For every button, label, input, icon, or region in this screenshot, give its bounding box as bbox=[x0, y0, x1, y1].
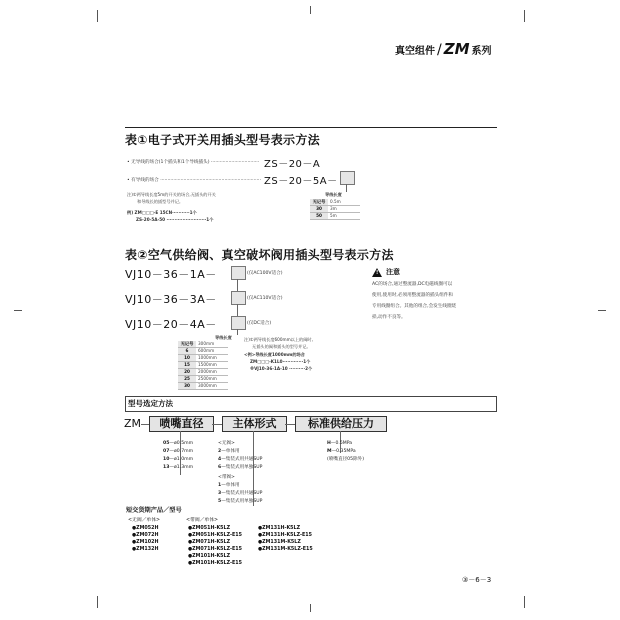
table-row bbox=[178, 369, 228, 376]
table1-example1: 例) ZM□□□-E 15CN···········1个 bbox=[127, 210, 197, 215]
products-col1-header: <无阀／单体> bbox=[128, 518, 161, 523]
lead-length-box bbox=[231, 316, 246, 330]
crop-mark bbox=[14, 310, 22, 311]
table2-row2-note: (仅AC110V适合) bbox=[247, 296, 283, 301]
table-cell: 15 bbox=[178, 362, 196, 369]
title-prefix: 真空组件 bbox=[395, 46, 435, 57]
table-cell: 无记号 bbox=[310, 199, 328, 206]
product-item: ●ZM132H bbox=[132, 547, 159, 552]
table-cell: 2500mm bbox=[196, 376, 228, 383]
table-cell: 10 bbox=[178, 355, 196, 362]
connector-line bbox=[237, 279, 238, 291]
selection-title: 型号选定方法 bbox=[128, 399, 173, 408]
table-cell: 6 bbox=[178, 348, 196, 355]
caution-line: AC的场合,通过整流器,DC电磁线圈可以 bbox=[372, 282, 453, 287]
table-row bbox=[310, 206, 360, 213]
table-cell: 2000mm bbox=[196, 369, 228, 376]
lead-table-2 bbox=[178, 341, 228, 390]
lead-length-box bbox=[231, 266, 246, 280]
body-option: 3—集装式用共通SUP bbox=[218, 491, 263, 496]
page-number: ③－6－3 bbox=[462, 576, 492, 584]
selection-title-frame bbox=[125, 396, 497, 412]
nozzle-option: 07—ø0.7mm bbox=[163, 449, 194, 454]
products-col2-header: <带阀／单体> bbox=[186, 518, 219, 523]
table1-line2-label: • 有导线的场合 ····································································· bbox=[127, 178, 261, 183]
table2-title: 表②空气供给阀、真空破坏阀用插头型号表示方法 bbox=[125, 248, 394, 262]
title-series: ZM bbox=[443, 40, 470, 58]
body-option: 4—集装式用共通SUP bbox=[218, 457, 263, 462]
table-row bbox=[178, 383, 228, 390]
body-option: 1—单体用 bbox=[218, 483, 240, 488]
pressure-note: (喷嘴直径05除外) bbox=[327, 457, 364, 462]
body-type-box: 主体形式 bbox=[222, 416, 287, 432]
lead-table-title: 导线长度 bbox=[325, 192, 342, 197]
table-cell: 3m bbox=[328, 206, 360, 213]
table2-note-line: 注)①两导线长度600mm以上的阀时, bbox=[244, 337, 313, 342]
table-cell: 无记号 bbox=[178, 341, 196, 348]
lead-length-box bbox=[340, 171, 355, 185]
product-item: ●ZM101H-K5LZ bbox=[188, 554, 231, 559]
table2-row3-note: (仅DC适合) bbox=[247, 321, 272, 326]
nozzle-diameter-box: 喷嘴直径 bbox=[149, 416, 214, 432]
table-row bbox=[178, 348, 228, 355]
table-cell: 3000mm bbox=[196, 383, 228, 390]
caution-line: 使用,使用时,必须用整流器的插头组件和 bbox=[372, 293, 454, 298]
table2-note-line: 无插头的阀和插头的型号并记。 bbox=[252, 344, 311, 349]
table2-note-line: <例>导线长度1000mm的场合 bbox=[244, 352, 305, 357]
connector-line bbox=[237, 304, 238, 316]
table-cell: 0.5m bbox=[328, 199, 360, 206]
connector-line bbox=[212, 424, 222, 425]
body-option: 5—集装式用单独SUP bbox=[218, 499, 263, 504]
table2-note-line: ※VJ10-36-1A-10 ··········2个 bbox=[250, 366, 313, 371]
table1-note1: 注)①两导线长度5m的开关的场合,无插头的开关 bbox=[127, 192, 216, 197]
product-item: ●ZM131H-K5LZ bbox=[258, 526, 301, 531]
selection-prefix: ZM bbox=[124, 417, 142, 430]
crop-mark bbox=[598, 310, 606, 311]
table-row bbox=[178, 355, 228, 362]
supply-pressure-box: 标准供给压力 bbox=[295, 416, 387, 432]
table-cell: 300mm bbox=[196, 341, 228, 348]
table-cell: 600mm bbox=[196, 348, 228, 355]
table1-note2: 和导线长的插型号并记。 bbox=[137, 199, 184, 204]
table-cell: 1500mm bbox=[196, 362, 228, 369]
pressure-option: M—0.35MPa bbox=[327, 449, 356, 454]
table-cell: 5m bbox=[328, 213, 360, 220]
product-item: ●ZM071H-K5LZ bbox=[188, 540, 231, 545]
product-item: ●ZM072H bbox=[132, 533, 159, 538]
product-item: ●ZM131H-K5LZ-E15 bbox=[258, 533, 312, 538]
caution-line: 专用线圈组合。其他的组合,会发生线圈烧 bbox=[372, 304, 457, 309]
crop-mark bbox=[97, 10, 98, 22]
product-item: ●ZM051H-K5LZ-E15 bbox=[188, 533, 242, 538]
connector-line bbox=[285, 424, 295, 425]
crop-mark bbox=[310, 6, 311, 14]
table1-line2-code: ZS－20－5A－ bbox=[264, 176, 338, 187]
table2-row1-code: VJ10－36－1A－ bbox=[125, 268, 217, 281]
caution-title: 注意 bbox=[386, 268, 400, 276]
page-title bbox=[395, 40, 492, 58]
product-item: ●ZM071H-K5LZ-E15 bbox=[188, 547, 242, 552]
pressure-option: H—0.5MPa bbox=[327, 441, 353, 446]
connector-line bbox=[346, 184, 347, 192]
connector-line bbox=[237, 329, 238, 335]
lead-length-box bbox=[231, 291, 246, 305]
table2-row3-code: VJ10－20－4A－ bbox=[125, 318, 217, 331]
table-cell: 20 bbox=[178, 369, 196, 376]
table-row bbox=[178, 362, 228, 369]
table1-title: 表①电子式开关用插头型号表示方法 bbox=[125, 133, 320, 147]
nozzle-option: 10—ø1.0mm bbox=[163, 457, 194, 462]
table-cell: 50 bbox=[310, 213, 328, 220]
warning-icon: ! bbox=[372, 268, 382, 277]
title-suffix: 系列 bbox=[471, 46, 492, 57]
table-cell: 25 bbox=[178, 376, 196, 383]
connector-line bbox=[141, 424, 149, 425]
product-item: ●ZM052H bbox=[132, 526, 159, 531]
body-option: 6—集装式用单独SUP bbox=[218, 465, 263, 470]
table2-row1-note: (仅AC100V适合) bbox=[247, 271, 283, 276]
product-item: ●ZM131M-K5LZ bbox=[258, 540, 301, 545]
nozzle-option: 13—ø1.3mm bbox=[163, 465, 194, 470]
lead-table-1 bbox=[310, 199, 360, 220]
table-cell: 30 bbox=[178, 383, 196, 390]
crop-mark bbox=[524, 10, 525, 22]
product-item: ●ZM101H-K5LZ-E15 bbox=[188, 561, 242, 566]
lead-table-title: 导线长度 bbox=[215, 335, 232, 340]
crop-mark bbox=[97, 596, 98, 608]
table1-example2: ZS-20-5A-50 ·························1个 bbox=[136, 217, 214, 222]
table1-line1-label: • 无导线的场合(1个插头和1个导线插头) ································· bbox=[127, 160, 260, 165]
table-cell: 1000mm bbox=[196, 355, 228, 362]
products-title: 短交货期产品／型号 bbox=[126, 507, 182, 514]
table-row bbox=[178, 376, 228, 383]
body-option: 2—单体用 bbox=[218, 449, 240, 454]
product-item: ●ZM102H bbox=[132, 540, 159, 545]
crop-mark bbox=[310, 604, 311, 612]
product-item: ●ZM131M-K5LZ-E15 bbox=[258, 547, 313, 552]
table-cell: 30 bbox=[310, 206, 328, 213]
table1-line1-code: ZS－20－A bbox=[264, 159, 321, 170]
table2-row2-code: VJ10－36－3A－ bbox=[125, 293, 217, 306]
title-slash: / bbox=[437, 42, 442, 58]
body-group-header: <带阀> bbox=[218, 475, 235, 480]
table2-note-line: ZM□□□-K1L0·············1个 bbox=[250, 359, 311, 364]
body-group-header: <无阀> bbox=[218, 441, 235, 446]
section-rule bbox=[125, 127, 497, 128]
product-item: ●ZM051H-K5LZ bbox=[188, 526, 231, 531]
caution-line: 损,动作不良等。 bbox=[372, 315, 406, 320]
crop-mark bbox=[524, 596, 525, 608]
nozzle-option: 05—ø0.5mm bbox=[163, 441, 194, 446]
table-row bbox=[310, 213, 360, 220]
